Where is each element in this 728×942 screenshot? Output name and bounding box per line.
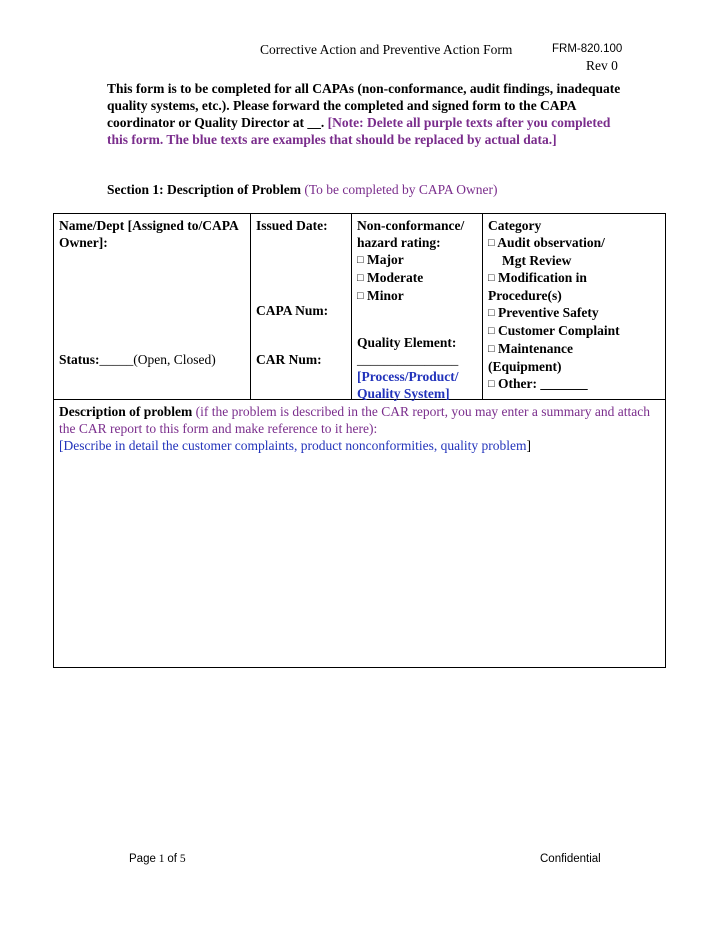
category-cell (483, 214, 666, 400)
description-row (54, 400, 666, 668)
section-1-heading (107, 182, 498, 198)
status-field (59, 351, 216, 368)
quality-element-label: Quality Element: (357, 335, 457, 350)
checkbox-icon[interactable]: □ (488, 307, 495, 319)
modification-option[interactable]: □ Modification in (488, 270, 587, 285)
capa-num-label: CAPA Num: (256, 303, 329, 318)
form-revision: Rev 0 (586, 58, 618, 73)
issued-date-label: Issued Date: (256, 218, 328, 233)
quality-element-example: [Process/Product/ Quality System] (357, 369, 459, 401)
status-label: Status: (59, 352, 100, 367)
checkbox-icon[interactable]: □ (488, 325, 495, 337)
section-1-title: Section 1: Description of Problem (107, 182, 301, 197)
car-num-label: CAR Num: (256, 352, 322, 367)
form-title: Corrective Action and Preventive Action Form (260, 42, 513, 57)
status-blank: _____ (99, 352, 134, 367)
modification-continuation: Procedure(s) (488, 288, 562, 303)
description-hint: (if the problem is described in the CAR report, you may enter a summary and attach the CAR report to this form and make reference to it here): (59, 404, 650, 436)
status-options: (Open, Closed) (133, 352, 216, 367)
checkbox-icon[interactable]: □ (357, 290, 364, 302)
quality-element-field (357, 334, 477, 402)
customer-complaint-option[interactable]: □ Customer Complaint (488, 323, 620, 338)
quality-element-blank[interactable]: _______________ (357, 352, 459, 367)
description-example-end: ] (526, 438, 532, 453)
capa-form-table (53, 213, 666, 668)
name-dept-cell[interactable] (54, 214, 251, 400)
page-label: Page (129, 853, 156, 865)
major-option[interactable]: □ Major (357, 252, 404, 267)
checkbox-icon[interactable]: □ (488, 343, 495, 355)
checkbox-icon[interactable]: □ (488, 237, 495, 249)
description-label: Description of problem (59, 404, 193, 419)
confidential-label: Confidential (540, 853, 601, 865)
description-example: [Describe in detail the customer complaints, product nonconformities, quality problem (59, 438, 527, 453)
intro-text: This form is to be completed for all CAPAs (non-conformance, audit findings, inadequate quality systems, etc.). Please forward the completed and signed form to the CAPA coordinator or Quality Director at __. (107, 81, 621, 130)
page-number (129, 853, 186, 865)
name-dept-label: Name/Dept [Assigned to/CAPA Owner]: (59, 218, 238, 250)
nonconformance-title: Non-conformance/ hazard rating: (357, 218, 465, 250)
dates-cell[interactable] (251, 214, 352, 400)
minor-option[interactable]: □ Minor (357, 288, 404, 303)
checkbox-icon[interactable]: □ (488, 272, 495, 284)
audit-observation-continuation: Mgt Review (502, 253, 572, 268)
category-title: Category (488, 218, 542, 233)
maintenance-continuation: (Equipment) (488, 359, 562, 374)
moderate-option[interactable]: □ Moderate (357, 270, 424, 285)
nonconformance-cell (352, 214, 483, 400)
checkbox-icon[interactable]: □ (357, 272, 364, 284)
form-code: FRM-820.100 (552, 43, 623, 55)
other-option[interactable]: □ Other: _______ (488, 376, 588, 391)
preventive-safety-option[interactable]: □ Preventive Safety (488, 305, 599, 320)
audit-observation-option[interactable]: □ Audit observation/ (488, 235, 605, 250)
page-of: of (167, 853, 177, 865)
page-current: 1 (158, 853, 165, 865)
maintenance-option[interactable]: □ Maintenance (488, 341, 574, 356)
checkbox-icon[interactable]: □ (488, 378, 495, 390)
page-total: 5 (179, 853, 186, 865)
section-1-subtitle: (To be completed by CAPA Owner) (304, 182, 498, 197)
intro-note: [Note: Delete all purple texts after you completed this form. The blue texts are examples that should be replaced by actual data.] (107, 115, 611, 147)
checkbox-icon[interactable]: □ (357, 254, 364, 266)
info-row (54, 214, 666, 400)
description-cell[interactable] (54, 400, 666, 668)
intro-paragraph (107, 80, 627, 148)
